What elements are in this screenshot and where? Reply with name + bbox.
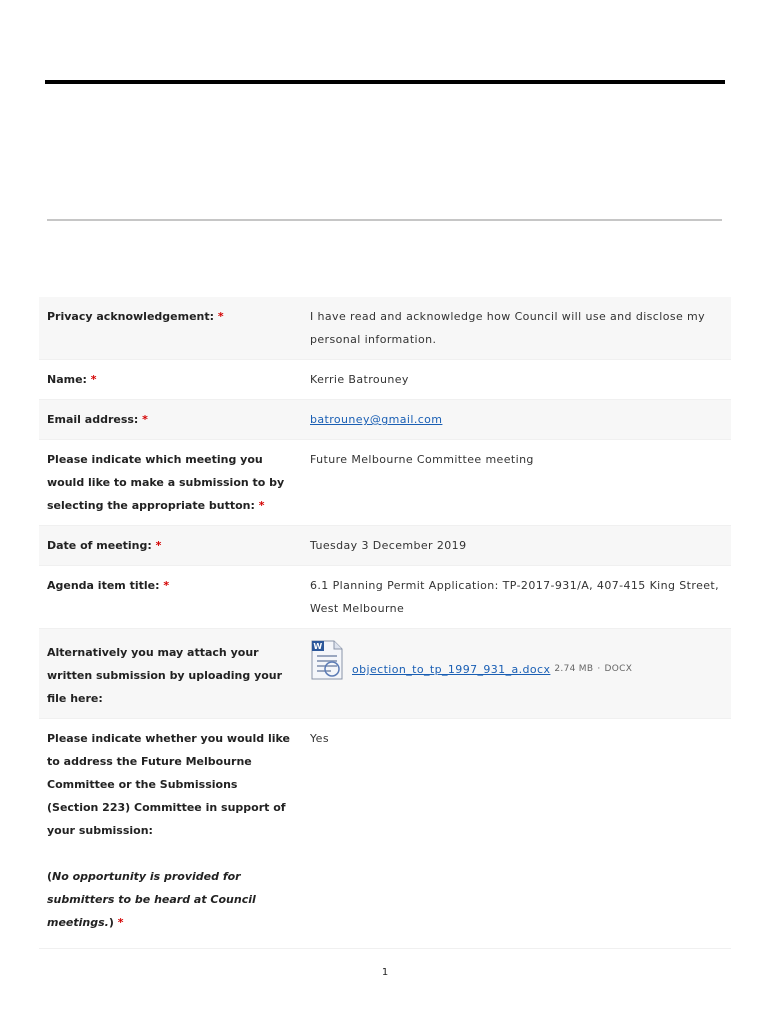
- meeting-value: Future Melbourne Committee meeting: [310, 453, 534, 466]
- name-value: Kerrie Batrouney: [310, 373, 409, 386]
- required-marker: *: [90, 373, 97, 386]
- required-marker: *: [117, 916, 124, 929]
- address-committee-label: Please indicate whether you would like to address the Future Melbourne Committee or the Submissions (Section 223) Committee in support of your submission: (No opportunity is provided for submitters to be heard at Council meetings.) *: [39, 719, 300, 942]
- file-separator: ·: [597, 664, 601, 674]
- top-rule: [45, 80, 725, 84]
- required-marker: *: [217, 310, 224, 323]
- file-attachment: [310, 639, 723, 681]
- attachment-file-link[interactable]: objection_to_tp_1997_931_a.docx: [352, 663, 551, 676]
- email-label: Email address: *: [47, 413, 148, 426]
- table-row-date: [39, 526, 731, 566]
- agenda-label: Agenda item title: *: [47, 579, 170, 592]
- table-row-privacy: [39, 297, 731, 360]
- table-row-name: [39, 360, 731, 400]
- committee-note: (No opportunity is provided for submitters to be heard at Council meetings.) *: [47, 870, 256, 929]
- file-size: 2.74 MB: [554, 664, 594, 674]
- attachment-label: Alternatively you may attach your written submission by uploading your file here:: [47, 646, 283, 705]
- table-row-email: [39, 400, 731, 440]
- section-divider: [47, 219, 722, 221]
- email-link[interactable]: batrouney@gmail.com: [310, 413, 443, 426]
- table-row-address-committee: [39, 719, 731, 949]
- address-committee-value: Yes: [310, 732, 329, 745]
- date-value: Tuesday 3 December 2019: [310, 539, 467, 552]
- table-row-agenda: [39, 566, 731, 629]
- date-label: Date of meeting: *: [47, 539, 162, 552]
- attachment-value: [300, 629, 731, 718]
- email-value: [300, 400, 731, 439]
- agenda-value: 6.1 Planning Permit Application: TP-2017-931/A, 407-415 King Street, West Melbourne: [310, 579, 720, 615]
- submission-form-table: [39, 297, 731, 949]
- meeting-label: Please indicate which meeting you would like to make a submission to by selecting the appropriate button: *: [47, 453, 285, 512]
- table-row-meeting: [39, 440, 731, 526]
- word-document-icon[interactable]: [310, 639, 344, 681]
- required-marker: *: [142, 413, 148, 426]
- required-marker: *: [155, 539, 162, 552]
- page-number: 1: [381, 967, 389, 978]
- file-type: DOCX: [604, 664, 633, 674]
- svg-text:W: W: [313, 642, 323, 651]
- table-row-attachment: [39, 629, 731, 719]
- required-marker: *: [163, 579, 170, 592]
- name-label: Name: *: [47, 373, 97, 386]
- required-marker: *: [258, 499, 265, 512]
- privacy-value: I have read and acknowledge how Council will use and disclose my personal information.: [310, 310, 706, 346]
- privacy-label: Privacy acknowledgement: *: [47, 310, 224, 323]
